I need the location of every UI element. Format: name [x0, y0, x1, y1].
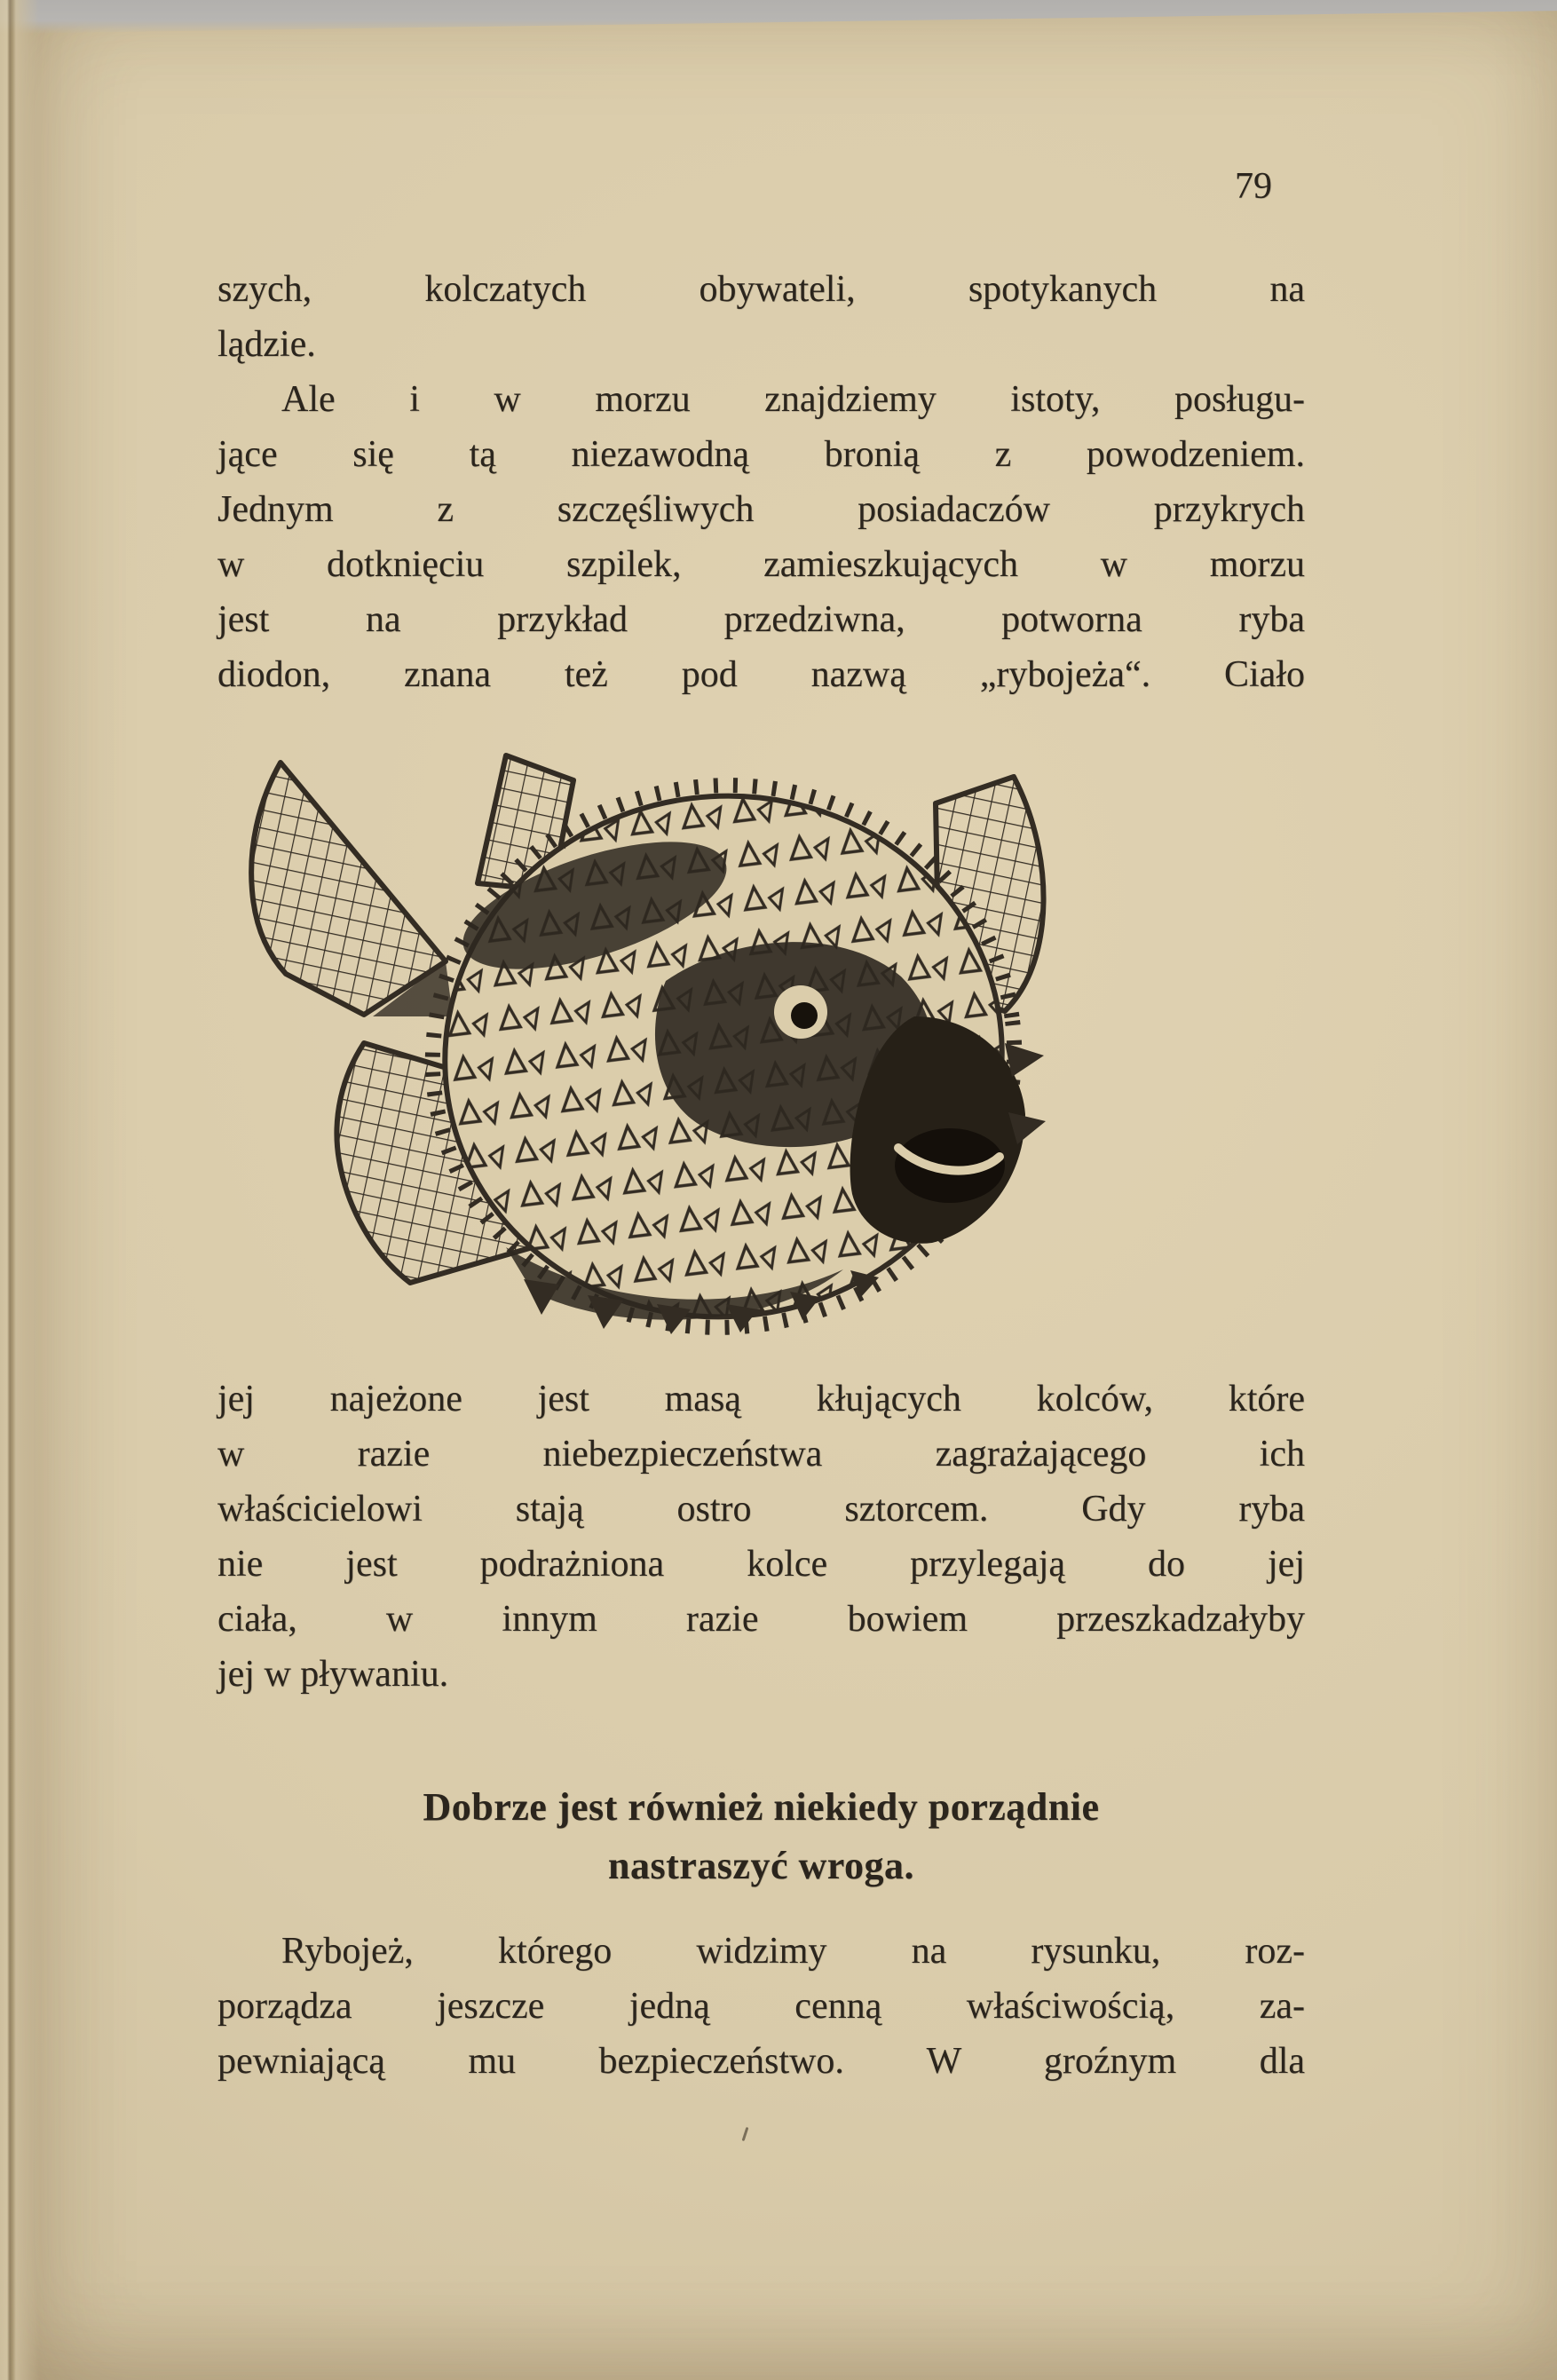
text-line: Rybojeż, którego widzimy na rysunku, roz- — [281, 1931, 1305, 1972]
text-column — [217, 262, 1305, 2089]
text-line: jące się tą niezawodną bronią z powodzeniem. — [217, 434, 1305, 475]
text-line: jej w pływaniu. — [217, 1654, 449, 1695]
text-line: nie jest podrażniona kolce przylegają do jej — [217, 1544, 1305, 1585]
heading-line: Dobrze jest również niekiedy porządnie — [423, 1785, 1100, 1829]
fish-mouth — [895, 1128, 1005, 1203]
text-line: diodon, znana też pod nazwą „rybojeża“. Ciało — [217, 654, 1305, 695]
paragraph-3 — [217, 1372, 1305, 1702]
photo-background-edge — [0, 0, 1557, 34]
fish-eye — [774, 985, 827, 1039]
section-heading — [217, 1778, 1305, 1895]
text-line: Ale i w morzu znajdziemy istoty, posługu- — [281, 379, 1305, 420]
porcupinefish-drawing — [240, 750, 1056, 1336]
ink-speck — [742, 2127, 749, 2141]
text-line: porządza jeszcze jedną cenną właściwością, za- — [217, 1986, 1305, 2027]
text-line: lądzie. — [217, 324, 316, 365]
text-line: właścicielowi stają ostro sztorcem. Gdy ryba — [217, 1489, 1305, 1530]
text-line: jest na przykład przedziwna, potworna ryba — [217, 599, 1305, 640]
text-line: ciała, w innym razie bowiem przeszkadzałyby — [217, 1599, 1305, 1640]
fish-illustration — [240, 750, 1056, 1336]
text-line: pewniającą mu bezpieczeństwo. W groźnym dla — [217, 2041, 1305, 2082]
book-gutter-edge — [0, 0, 39, 2380]
heading-line: nastraszyć wroga. — [608, 1844, 914, 1887]
paragraph-2 — [217, 372, 1305, 702]
text-line: w razie niebezpieczeństwa zagrażającego ich — [217, 1434, 1305, 1475]
text-line: jej najeżone jest masą kłujących kolców, które — [217, 1379, 1305, 1419]
paragraph-1 — [217, 262, 1305, 372]
text-line: Jednym z szczęśliwych posiadaczów przykrych — [217, 489, 1305, 530]
text-line: w dotknięciu szpilek, zamieszkujących w morzu — [217, 544, 1305, 585]
page-number: 79 — [1235, 166, 1272, 207]
paragraph-4 — [217, 1924, 1305, 2089]
tail-fin-shape — [251, 763, 453, 1016]
text-line: szych, kolczatych obywateli, spotykanych na — [217, 269, 1305, 310]
